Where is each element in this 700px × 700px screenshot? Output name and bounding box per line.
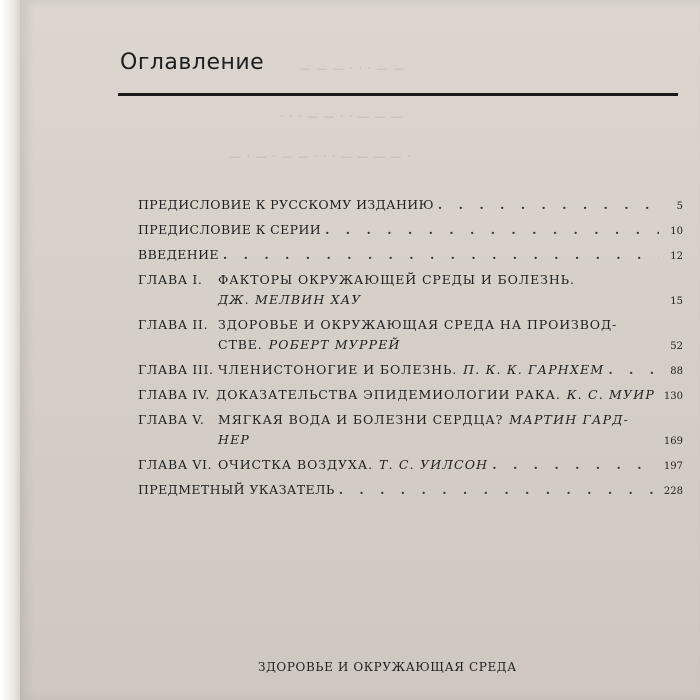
chapter-label: ГЛАВА V. (138, 412, 205, 427)
chapter-author: ДЖ. МЕЛВИН ХАУ (218, 292, 362, 307)
bleed-through-text: · · · — — · · — — — (280, 110, 403, 123)
chapter-author-continued: НЕР (218, 432, 251, 447)
chapter-title: ЧЛЕНИСТОНОГИЕ И БОЛЕЗНЬ. (218, 362, 458, 377)
leader-dots (608, 360, 659, 380)
chapter-label: ГЛАВА II. (138, 317, 209, 332)
page-number: 12 (670, 251, 683, 262)
chapter-title: ОЧИСТКА ВОЗДУХА. (218, 457, 373, 472)
chapter-author: К. С. МУИР (566, 387, 655, 402)
toc-entry-subject-index[interactable] (138, 480, 683, 502)
toc-entry-chapter-1[interactable] (138, 270, 683, 312)
leader-dots (492, 455, 659, 475)
bleed-through-text: — · — · — — · · · — — — — · (230, 150, 412, 163)
page-number: 10 (670, 226, 683, 237)
chapter-label: ГЛАВА IV. (138, 387, 210, 402)
chapter-author: Т. С. УИЛСОН (378, 457, 489, 472)
toc-heading: Оглавление (120, 50, 265, 75)
entry-title: ПРЕДМЕТНЫЙ УКАЗАТЕЛЬ (138, 482, 335, 497)
toc-entry-chapter-2[interactable] (138, 315, 683, 357)
entry-title: ПРЕДИСЛОВИЕ К СЕРИИ (138, 222, 322, 237)
toc-entry-chapter-6[interactable] (138, 455, 683, 477)
leader-dots (223, 245, 659, 265)
chapter-title-continued: СТВЕ. (218, 337, 263, 352)
leader-dots (339, 480, 659, 500)
toc-entry-preface-series[interactable] (138, 220, 683, 242)
chapter-title: ЗДОРОВЬЕ И ОКРУЖАЮЩАЯ СРЕДА НА ПРОИЗВОД- (218, 317, 618, 332)
page-number: 52 (670, 341, 683, 352)
chapter-title: ДОКАЗАТЕЛЬСТВА ЭПИДЕМИОЛОГИИ РАКА. (216, 387, 561, 402)
page-number: 169 (663, 436, 683, 447)
page-number: 5 (676, 201, 683, 212)
chapter-label: ГЛАВА I. (138, 272, 203, 287)
page-number: 15 (670, 296, 683, 307)
page-number: 130 (663, 391, 683, 402)
chapter-title: МЯГКАЯ ВОДА И БОЛЕЗНИ СЕРДЦА? (218, 412, 504, 427)
toc-entry-introduction[interactable] (138, 245, 683, 267)
running-footer: ЗДОРОВЬЕ И ОКРУЖАЮЩАЯ СРЕДА (258, 660, 517, 674)
chapter-author: П. К. К. ГАРНХЕМ (463, 362, 605, 377)
toc-entry-preface-russian[interactable] (138, 195, 683, 217)
heading-rule (118, 93, 678, 96)
toc-entry-chapter-3[interactable] (138, 360, 683, 382)
entry-title: ВВЕДЕНИЕ (138, 247, 219, 262)
chapter-label: ГЛАВА VI. (138, 457, 213, 472)
page-number: 197 (663, 461, 683, 472)
table-of-contents (138, 195, 683, 505)
chapter-label: ГЛАВА III. (138, 362, 214, 377)
toc-entry-chapter-4[interactable] (138, 385, 683, 407)
chapter-author: РОБЕРТ МУРРЕЙ (268, 337, 401, 352)
leader-dots (438, 195, 659, 215)
page-edge (0, 0, 20, 700)
leader-dots (325, 220, 659, 240)
page-number: 88 (670, 366, 683, 377)
page-number: 228 (663, 486, 683, 497)
toc-entry-chapter-5[interactable] (138, 410, 683, 452)
chapter-title: ФАКТОРЫ ОКРУЖАЮЩЕЙ СРЕДЫ И БОЛЕЗНЬ. (218, 272, 575, 287)
bleed-through-text: — — — · · · — — (300, 62, 405, 75)
chapter-author: МАРТИН ГАРД- (509, 412, 630, 427)
entry-title: ПРЕДИСЛОВИЕ К РУССКОМУ ИЗДАНИЮ (138, 197, 434, 212)
